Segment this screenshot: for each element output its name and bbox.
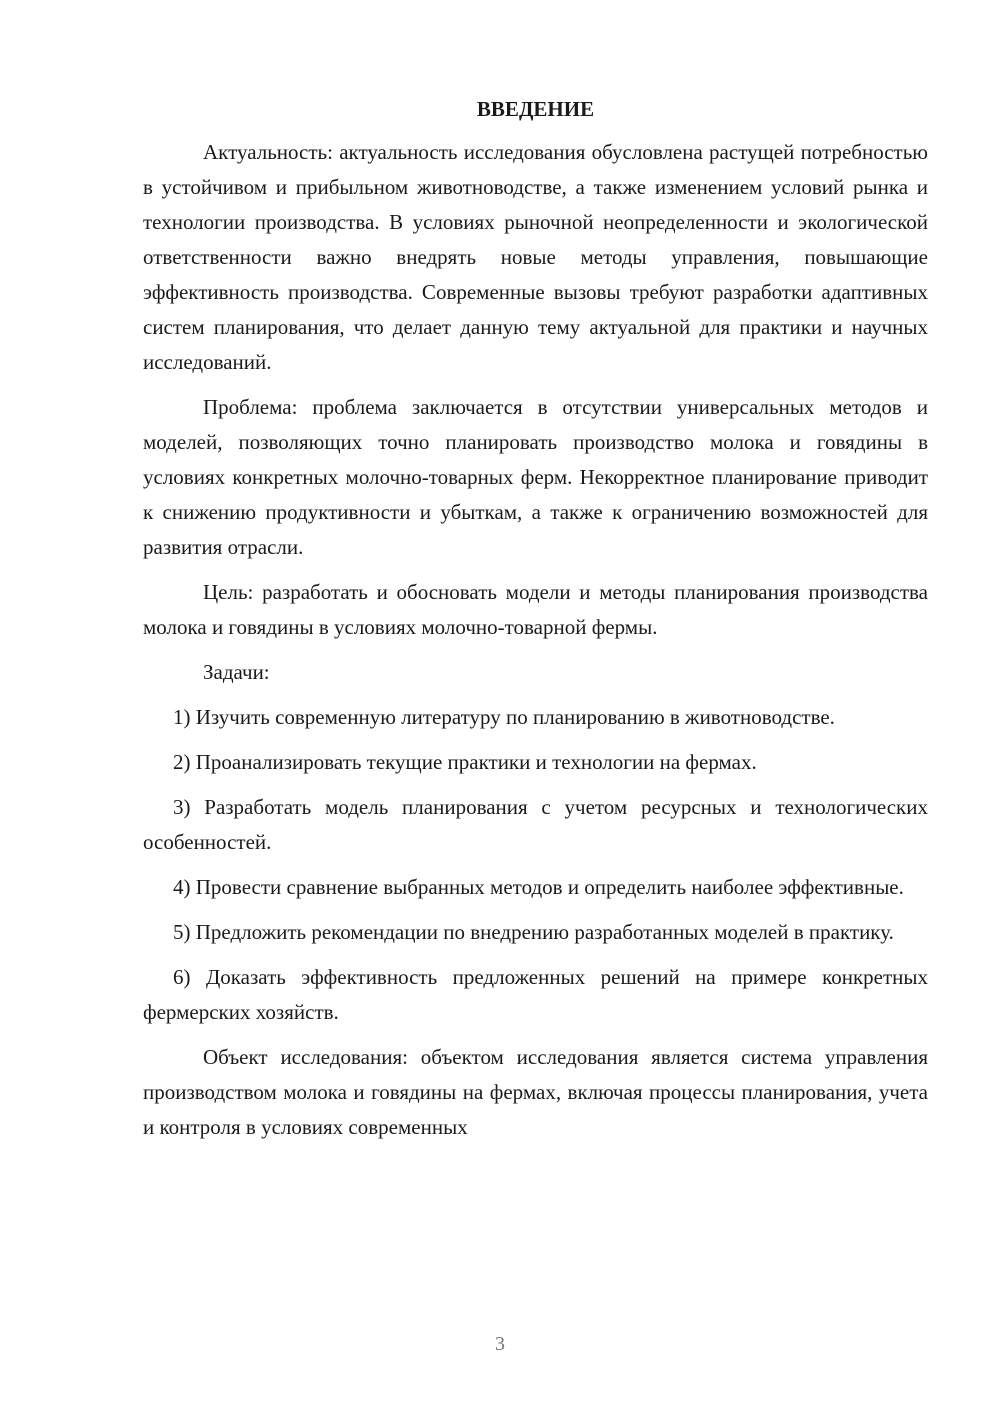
section-title: ВВЕДЕНИЕ [476, 97, 595, 121]
task-item: 5) Предложить рекомендации по внедрению разработанных моделей в практику. [173, 920, 894, 944]
tasks-label: Задачи: [203, 660, 270, 684]
task-item: 1) Изучить современную литературу по планированию в животноводстве. [173, 705, 835, 729]
task-item: 4) Провести сравнение выбранных методов и определить наиболее эффективные. [173, 875, 904, 899]
goal-paragraph: Цель: разработать и обосновать модели и методы планирования производства молока и говядины в условиях молочно-товарной фермы. [143, 580, 928, 639]
page-number: 3 [495, 1333, 505, 1355]
task-item: 6) Доказать эффективность предложенных решений на примере конкретных фермерских хозяйств. [143, 965, 928, 1024]
problem-paragraph: Проблема: проблема заключается в отсутствии универсальных методов и моделей, позволяющих точно планировать производство молока и говядины в условиях конкретных молочно-товарных ферм. Некорректное планирование приводит к снижению продуктивности и убыткам, а также к ограничению возможностей для развития отрасли. [143, 395, 928, 559]
relevance-paragraph: Актуальность: актуальность исследования обусловлена растущей потребностью в устойчивом и прибыльном животноводстве, а также изменением условий рынка и технологии производства. В условиях рыночной неопределенности и экологической ответственности важно внедрять новые методы управления, повышающие эффективность производства. Современные вызовы требуют разработки адаптивных систем планирования, что делает данную тему актуальной для практики и научных исследований. [143, 140, 928, 374]
document-page [143, 92, 928, 1155]
task-item: 2) Проанализировать текущие практики и технологии на фермах. [173, 750, 757, 774]
object-paragraph: Объект исследования: объектом исследования является система управления производством молока и говядины на фермах, включая процессы планирования, учета и контроля в условиях современных [143, 1045, 928, 1139]
task-item: 3) Разработать модель планирования с учетом ресурсных и технологических особенностей. [143, 795, 928, 854]
